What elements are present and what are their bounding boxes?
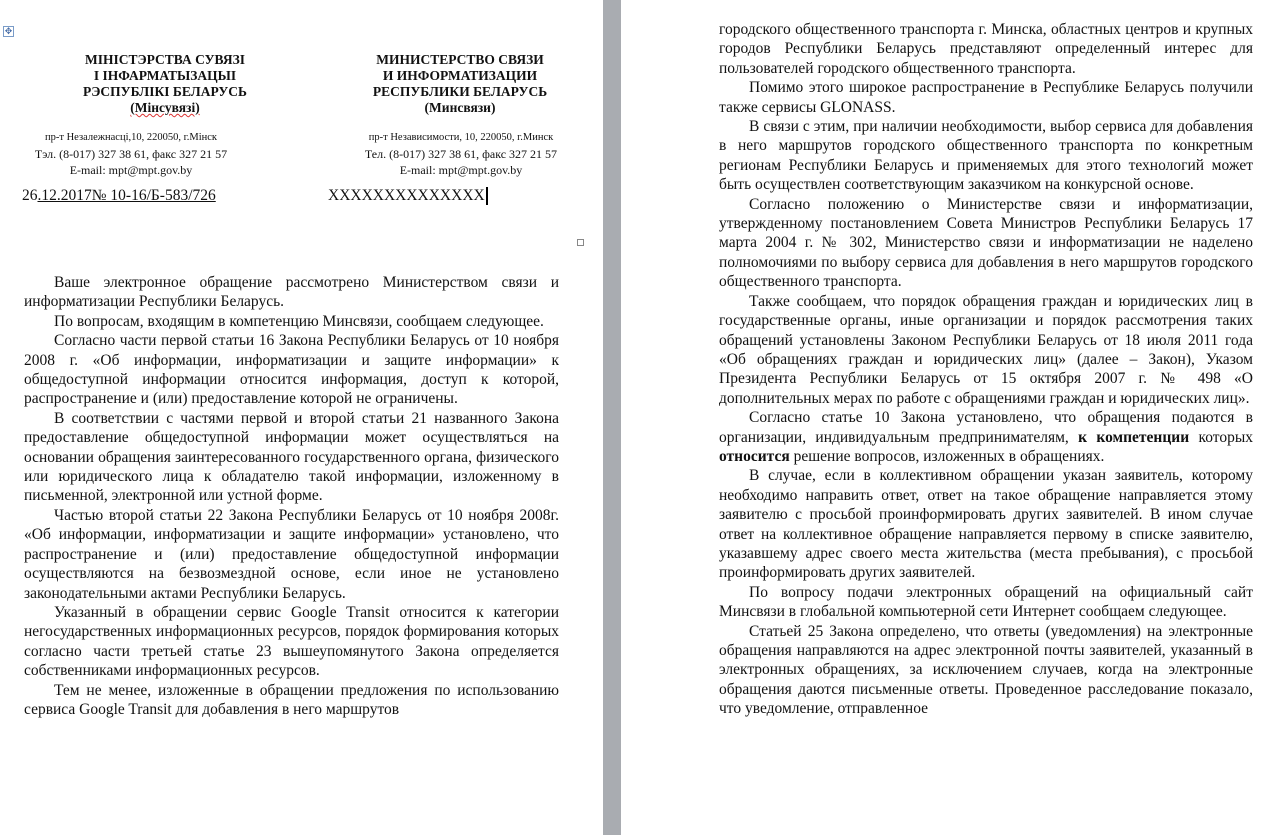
paragraph: По вопросам, входящим в компетенцию Минсвязи, сообщаем следующее. [54,312,544,330]
letter-body-page-2 [719,20,1253,719]
addressee-field[interactable]: ХХХХХХХХХХХХХХ [328,187,488,205]
paragraph: Также сообщаем, что порядок обращения граждан и юридических лиц в государственные органы, иные организации и порядок рассмотрения таких обращений установлены Законом Республики Беларусь от 18 июля 2011 года «Об обращениях граждан и юридических лиц» (далее – Закон), Указом Президента Республики Беларусь от 15 октября 2007 г. № 498 «О дополнительных мерах по работе с обращениями граждан и юридических лиц». [719,292,1253,407]
reg-day: 26 [22,187,38,204]
bold-text: относится [719,447,790,465]
paragraph: В случае, если в коллективном обращении указан заявитель, которому необходимо направить ответ, ответ на такое обращение направляется этому заявителю с просьбой проинформировать других заявителей. В ином случае ответ на коллективное обращение направляется первому в списке заявителю, указавшему адрес своего места жительства (места пребывания), с просьбой проинформировать других заявителей. [719,467,1253,582]
paragraph: Указанный в обращении сервис Google Transit относится к категории негосударственных информационных ресурсов, порядок формирования которых согласно части третьей статье 23 вышеупомянутого Закона определяется собственниками информационных ресурсов. [24,603,559,680]
letterhead-line: І ІНФАРМАТЫЗАЦЫІ [93,68,237,83]
paragraph: В связи с этим, при наличии необходимости, выбор сервиса для добавления в него маршрутов городского общественного транспорта по конкретным регионам Республики Беларусь и применяемых для этого технологий может быть осуществлен соответствующим заказчиком на конкурсной основе. [719,118,1253,194]
email: E-mail: mpt@mpt.gov.by [69,163,193,177]
phone: Тэл. (8-017) 327 38 61, факс 327 21 57 [34,147,228,161]
letterhead-line: РЭСПУБЛІКІ БЕЛАРУСЬ [83,84,247,99]
paragraph: Частью второй статьи 22 Закона Республики Беларусь от 10 ноября 2008г. «Об информации, информатизации и защите информации» установлено, что распространение и (или) предоставление общедоступной информации осуществляются на безвозмездной основе, если иное не установлено законодательными актами Республики Беларусь. [24,506,559,602]
reg-date-number: .12.2017№ 10-16/Б-583/726 [37,187,216,204]
address: пр-т Незалежнасці,10, 220050, г.Мінск [45,132,217,143]
paragraph: Согласно части первой статьи 16 Закона Республики Беларусь от 10 ноября 2008 г. «Об информации, информатизации и защите информации» к общедоступной информации относится информация, доступ к которой, распространение и (или) предоставление которой не ограничены. [24,332,559,408]
paragraph: Тем не менее, изложенные в обращении предложения по использованию сервиса Google Transit для добавления в него маршрутов [24,681,559,718]
address-block-belarusian [0,130,262,178]
paragraph: Согласно положению о Министерстве связи и информатизации, утвержденному постановлением Совета Министров Республики Беларусь 17 марта 2004 г. № 302, Министерство связи и информатизации не наделено полномочиями по выбору сервиса для добавления в него маршрутов городского общественного транспорта. [719,195,1253,291]
phone: Тел. (8-017) 327 38 61, факс 327 21 57 [364,147,558,161]
paragraph: Помимо этого широкое распространение в Республике Беларусь получили также сервисы GLONASS. [719,79,1253,116]
letterhead-abbr: (Минсвязи) [424,100,496,115]
address: пр-т Независимости, 10, 220050, г.Минск [368,132,554,143]
text: решение вопросов, изложенных в обращениях. [789,447,1105,465]
letterhead-line: МІНІСТЭРСТВА СУВЯЗІ [84,52,246,67]
text: которых [1189,428,1253,446]
letter-body-page-1 [24,273,559,719]
address-block-russian [330,130,592,178]
registration-number [22,187,216,205]
letterhead-abbr: (Мінсувязі) [130,100,200,115]
paragraph: В соответствии с частями первой и второй статьи 21 названного Закона предоставление общедоступной информации может осуществляться на основании обращения заинтересованного государственного органа, физического или юридического лица к обладателю такой информации, изложенному в письменной, электронной или устной форме. [24,409,559,505]
text: Согласно статье 10 Закона установлено, что обращения подаются в организации, индивидуальным предпринимателям, [719,409,1253,446]
bold-text: к компетенции [1078,428,1190,446]
letterhead-belarusian [20,52,310,116]
letterhead-russian [330,52,590,116]
document-page-2 [621,0,1280,835]
email: E-mail: mpt@mpt.gov.by [399,163,523,177]
table-move-handle-icon[interactable]: ✥ [4,26,13,36]
page-gap [603,0,621,835]
paragraph: По вопросу подачи электронных обращений на официальный сайт Минсвязи в глобальной компьютерной сети Интернет сообщаем следующее. [719,583,1253,621]
document-page-1 [0,0,603,835]
paragraph-article-10 [719,408,1253,466]
paragraph: Ваше электронное обращение рассмотрено Министерством связи и информатизации Республики Беларусь. [24,274,559,311]
paragraph: городского общественного транспорта г. Минска, областных центров и крупных городов Республики Беларусь представляют определенный интерес для пользователей городского общественного транспорта. [719,21,1253,77]
letterhead-line: МИНИСТЕРСТВО СВЯЗИ [376,52,544,67]
letterhead-line: РЕСПУБЛИКИ БЕЛАРУСЬ [372,84,548,99]
paragraph: Статьей 25 Закона определено, что ответы (уведомления) на электронные обращения направляются на адрес электронной почты заявителей, указанный в электронных обращениях, за исключением случаев, когда на электронные обращения даются письменные ответы. Проведенное расследование показало, что уведомление, отправленное [719,622,1253,718]
resize-handle[interactable] [577,239,584,246]
letterhead-line: И ИНФОРМАТИЗАЦИИ [382,68,538,83]
